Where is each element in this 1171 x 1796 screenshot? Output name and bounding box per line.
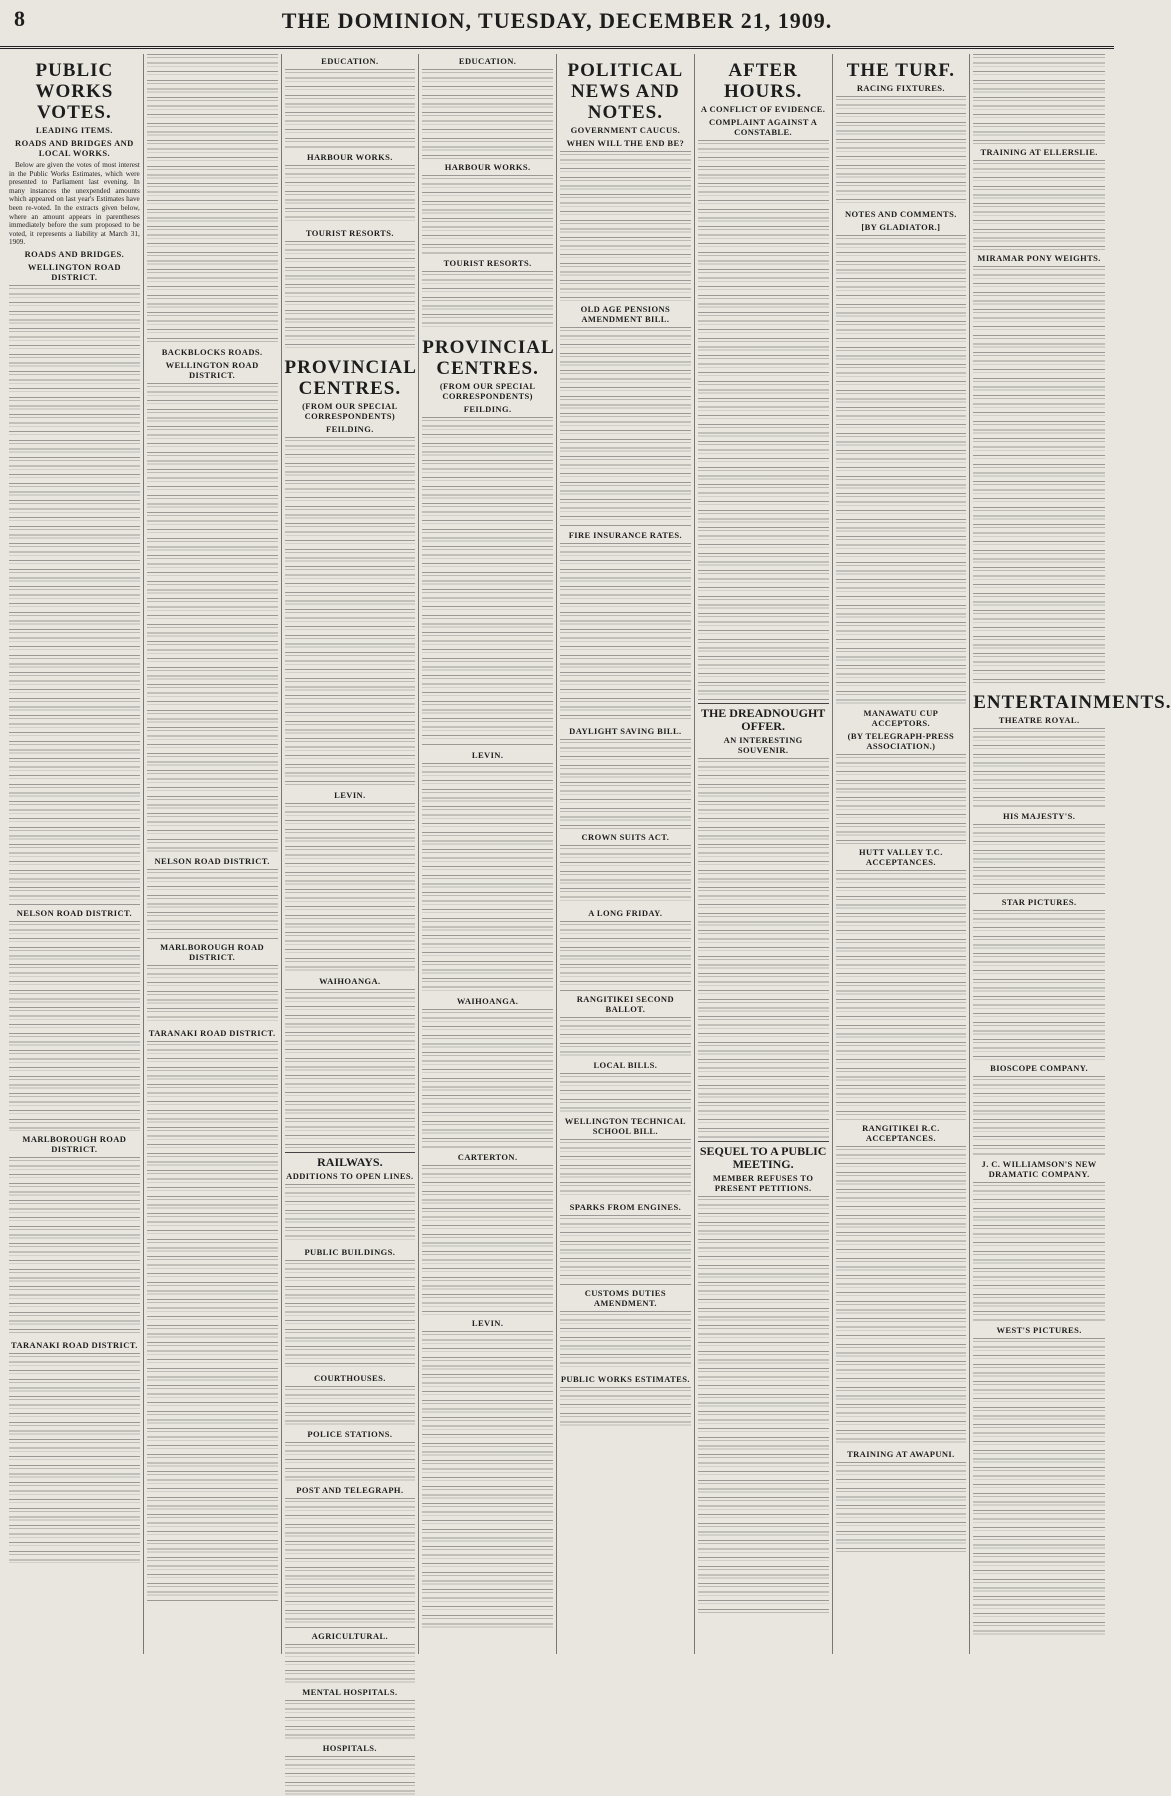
- body-text-block: [836, 754, 967, 844]
- subheading: LEVIN.: [334, 790, 366, 800]
- column-8: [970, 54, 1171, 1654]
- subheading: LOCAL BILLS.: [593, 1060, 658, 1070]
- subheading: MARLBOROUGH ROAD DISTRICT.: [22, 1133, 127, 1154]
- column-5: [557, 54, 695, 1654]
- illegible-text-lines: [560, 921, 691, 991]
- body-text-block: [147, 383, 278, 853]
- illegible-text-lines: [147, 383, 278, 853]
- body-text-block: [285, 1756, 416, 1796]
- subheading: HIS MAJESTY'S.: [1003, 811, 1076, 821]
- illegible-text-lines: [973, 54, 1105, 144]
- column-7: [833, 54, 971, 1654]
- body-text-block: [973, 1182, 1105, 1322]
- subheading: PUBLIC BUILDINGS.: [304, 1247, 396, 1257]
- illegible-text-lines: [422, 763, 553, 993]
- subheading: WELLINGTON TECHNICAL SCHOOL BILL.: [564, 1116, 687, 1136]
- body-text-block: [973, 728, 1105, 808]
- body-text-block: [285, 1442, 416, 1482]
- subheading: RACING FIXTURES.: [856, 83, 945, 93]
- subheading: ROADS AND BRIDGES AND LOCAL WORKS.: [15, 138, 134, 158]
- body-text-block: [9, 285, 140, 905]
- body-text-block: [422, 1331, 553, 1631]
- body-text-block: [285, 989, 416, 1149]
- headline: POLITICAL NEWS AND NOTES.: [567, 60, 684, 123]
- illegible-text-lines: [973, 266, 1105, 686]
- subheading: A CONFLICT OF EVIDENCE.: [700, 104, 826, 114]
- illegible-text-lines: [973, 728, 1105, 808]
- illegible-text-lines: [836, 754, 967, 844]
- headline: PROVINCIAL CENTRES.: [284, 357, 417, 399]
- subheading: FIRE INSURANCE RATES.: [568, 530, 683, 540]
- subheading: DAYLIGHT SAVING BILL.: [569, 726, 682, 736]
- illegible-text-lines: [698, 758, 829, 1138]
- body-text-block: [698, 140, 829, 700]
- subheading: COURTHOUSES.: [313, 1373, 386, 1383]
- body-text-block: [836, 235, 967, 705]
- body-text-block: [973, 160, 1105, 250]
- headline: THE TURF.: [846, 60, 955, 81]
- illegible-text-lines: [836, 96, 967, 206]
- illegible-text-lines: [147, 869, 278, 939]
- subheading: EDUCATION.: [458, 56, 517, 66]
- subheading: WEST'S PICTURES.: [996, 1325, 1082, 1335]
- subheading: HARBOUR WORKS.: [307, 152, 393, 162]
- illegible-text-lines: [9, 1157, 140, 1337]
- subheading: HUTT VALLEY T.C. ACCEPTANCES.: [859, 847, 943, 867]
- illegible-text-lines: [422, 175, 553, 255]
- subheading: [BY GLADIATOR.]: [861, 222, 941, 232]
- illegible-text-lines: [285, 69, 416, 149]
- illegible-text-lines: [973, 160, 1105, 250]
- illegible-text-lines: [560, 1139, 691, 1199]
- column-2: [144, 54, 282, 1654]
- illegible-text-lines: [422, 69, 553, 159]
- illegible-text-lines: [698, 140, 829, 700]
- illegible-text-lines: [973, 824, 1105, 894]
- headline: AFTER HOURS.: [723, 60, 803, 102]
- illegible-text-lines: [698, 1196, 829, 1616]
- body-text-block: [560, 151, 691, 301]
- subheading: MEMBER REFUSES TO PRESENT PETITIONS.: [712, 1173, 814, 1193]
- subheading: HARBOUR WORKS.: [444, 162, 531, 172]
- body-text-block: [9, 921, 140, 1131]
- subheading: WELLINGTON ROAD DISTRICT.: [27, 261, 121, 282]
- illegible-text-lines: [9, 1353, 140, 1563]
- body-text-block: [973, 910, 1105, 1060]
- subheading: WHEN WILL THE END BE?: [566, 138, 685, 148]
- column-6: [695, 54, 833, 1654]
- subheading: BIOSCOPE COMPANY.: [990, 1063, 1089, 1073]
- subheading: LEVIN.: [471, 1318, 504, 1328]
- body-text-block: [285, 1184, 416, 1244]
- illegible-text-lines: [422, 1009, 553, 1149]
- body-text-block: [285, 69, 416, 149]
- newspaper-columns: [6, 54, 1171, 1753]
- illegible-text-lines: [147, 54, 278, 344]
- body-text-block: [285, 803, 416, 973]
- body-text-block: [973, 54, 1105, 144]
- subheading: FEILDING.: [325, 424, 374, 434]
- subheading: TARANAKI ROAD DISTRICT.: [11, 1339, 138, 1350]
- illegible-text-lines: [285, 241, 416, 351]
- subheading: AN INTERESTING SOUVENIR.: [723, 735, 803, 755]
- illegible-text-lines: [560, 845, 691, 905]
- body-text-block: [9, 1353, 140, 1563]
- subheading: LEVIN.: [471, 750, 504, 760]
- illegible-text-lines: [285, 803, 416, 973]
- illegible-text-lines: [560, 1215, 691, 1285]
- illegible-text-lines: [560, 1017, 691, 1057]
- body-text-block: [560, 1215, 691, 1285]
- illegible-text-lines: [560, 543, 691, 723]
- subheading: (FROM OUR SPECIAL CORRESPONDENTS): [302, 401, 398, 421]
- column-4: [419, 54, 557, 1654]
- body-text-block: [285, 1498, 416, 1628]
- subheading: BACKBLOCKS ROADS.: [161, 347, 263, 357]
- illegible-text-lines: [285, 437, 416, 787]
- subheading: HOSPITALS.: [322, 1743, 377, 1753]
- body-text-block: [836, 1146, 967, 1446]
- body-text-block: [422, 1009, 553, 1149]
- body-text-block: [560, 1017, 691, 1057]
- body-text-block: [973, 1076, 1105, 1156]
- body-text-block: [285, 1700, 416, 1740]
- body-text-block: [560, 845, 691, 905]
- body-text-block: [560, 921, 691, 991]
- subheading: MARLBOROUGH ROAD DISTRICT.: [160, 942, 265, 962]
- headline: SEQUEL TO A PUBLIC MEETING.: [698, 1141, 829, 1171]
- column-1: [6, 54, 144, 1654]
- headline: RAILWAYS.: [285, 1152, 416, 1169]
- headline: THE DREADNOUGHT OFFER.: [698, 703, 829, 733]
- subheading: MANAWATU CUP ACCEPTORS.: [863, 708, 939, 728]
- subheading: AGRICULTURAL.: [311, 1631, 389, 1641]
- body-text-block: [147, 965, 278, 1025]
- subheading: RANGITIKEI R.C. ACCEPTANCES.: [862, 1123, 940, 1143]
- subheading: SPARKS FROM ENGINES.: [569, 1202, 682, 1212]
- body-text-block: [973, 824, 1105, 894]
- headline: PUBLIC WORKS VOTES.: [35, 60, 114, 123]
- body-text-block: [422, 69, 553, 159]
- illegible-text-lines: [973, 910, 1105, 1060]
- body-text-block: [285, 1644, 416, 1684]
- body-text-block: [285, 1260, 416, 1370]
- illegible-text-lines: [147, 1041, 278, 1601]
- body-text-block: [422, 763, 553, 993]
- illegible-text-lines: [422, 417, 553, 747]
- subheading: COMPLAINT AGAINST A CONSTABLE.: [708, 117, 818, 137]
- subheading: NELSON ROAD DISTRICT.: [154, 856, 270, 866]
- body-text-block: [836, 96, 967, 206]
- body-text-block: [285, 165, 416, 225]
- illegible-text-lines: [285, 1756, 416, 1796]
- body-text-block: [285, 241, 416, 351]
- subheading: ROADS AND BRIDGES.: [24, 248, 125, 259]
- subheading: POST AND TELEGRAPH.: [296, 1485, 404, 1495]
- subheading: TRAINING AT AWAPUNI.: [847, 1449, 955, 1459]
- page-number: 8: [14, 6, 25, 31]
- body-text-block: [147, 869, 278, 939]
- body-text-block: [422, 271, 553, 331]
- newspaper-title: THE DOMINION, TUESDAY, DECEMBER 21, 1909.: [281, 8, 833, 33]
- body-text-block: [147, 54, 278, 344]
- subheading: TOURIST RESORTS.: [443, 258, 532, 268]
- subheading: A LONG FRIDAY.: [588, 908, 663, 918]
- illegible-text-lines: [285, 1184, 416, 1244]
- body-text-block: [560, 1311, 691, 1371]
- illegible-text-lines: [285, 1700, 416, 1740]
- body-text-block: [560, 1387, 691, 1427]
- illegible-text-lines: [560, 1387, 691, 1427]
- body-text-block: [147, 1041, 278, 1601]
- subheading: CUSTOMS DUTIES AMENDMENT.: [584, 1288, 666, 1308]
- illegible-text-lines: [422, 271, 553, 331]
- masthead: [0, 0, 1114, 49]
- body-text-block: [560, 739, 691, 829]
- illegible-text-lines: [560, 1073, 691, 1113]
- illegible-text-lines: [560, 327, 691, 527]
- subheading: TARANAKI ROAD DISTRICT.: [148, 1028, 276, 1038]
- subheading: OLD AGE PENSIONS AMENDMENT BILL.: [580, 304, 671, 324]
- illegible-text-lines: [285, 989, 416, 1149]
- subheading: RANGITIKEI SECOND BALLOT.: [576, 994, 674, 1014]
- subheading: POLICE STATIONS.: [307, 1429, 393, 1439]
- illegible-text-lines: [422, 1165, 553, 1315]
- subheading: PUBLIC WORKS ESTIMATES.: [560, 1374, 690, 1384]
- illegible-text-lines: [560, 151, 691, 301]
- illegible-text-lines: [836, 1146, 967, 1446]
- illegible-text-lines: [285, 1260, 416, 1370]
- illegible-text-lines: [836, 235, 967, 705]
- column-3: [282, 54, 420, 1753]
- illegible-text-lines: [973, 1182, 1105, 1322]
- body-text-block: [422, 1165, 553, 1315]
- body-text-block: [285, 1386, 416, 1426]
- subheading: GOVERNMENT CAUCUS.: [570, 125, 681, 135]
- illegible-text-lines: [9, 921, 140, 1131]
- illegible-text-lines: [560, 739, 691, 829]
- illegible-text-lines: [285, 1386, 416, 1426]
- body-text-block: [560, 327, 691, 527]
- illegible-text-lines: [836, 1462, 967, 1552]
- illegible-text-lines: [560, 1311, 691, 1371]
- illegible-text-lines: [285, 165, 416, 225]
- subheading: ADDITIONS TO OPEN LINES.: [286, 1171, 414, 1181]
- subheading: CARTERTON.: [457, 1152, 518, 1162]
- illegible-text-lines: [285, 1644, 416, 1684]
- body-text-block: [698, 1196, 829, 1616]
- body-text-block: [285, 437, 416, 787]
- illegible-text-lines: [285, 1442, 416, 1482]
- subheading: MIRAMAR PONY WEIGHTS.: [977, 253, 1101, 263]
- subheading: THEATRE ROYAL.: [998, 715, 1080, 725]
- illegible-text-lines: [973, 1338, 1105, 1638]
- illegible-text-lines: [285, 1498, 416, 1628]
- subheading: WAIHOANGA.: [319, 976, 381, 986]
- subheading: STAR PICTURES.: [1001, 897, 1077, 907]
- subheading: J. C. WILLIAMSON'S NEW DRAMATIC COMPANY.: [981, 1159, 1097, 1179]
- subheading: (FROM OUR SPECIAL CORRESPONDENTS): [439, 381, 536, 401]
- subheading: NOTES AND COMMENTS.: [845, 209, 957, 219]
- article-paragraph: Below are given the votes of most interest in the Public Works Estimates, which were presented to Parliament last evening. In many instances the unexpended amounts which appeared on last year's Estimates have been re-voted. In the extracts given below, where an amount appears in parentheses immediately before the sum proposed to be voted, it represents a liability at March 31, 1909.: [9, 161, 140, 247]
- body-text-block: [973, 266, 1105, 686]
- illegible-text-lines: [422, 1331, 553, 1631]
- subheading: TOURIST RESORTS.: [305, 228, 394, 238]
- illegible-text-lines: [973, 1076, 1105, 1156]
- subheading: WAIHOANGA.: [456, 996, 519, 1006]
- illegible-text-lines: [9, 285, 140, 905]
- body-text-block: [560, 543, 691, 723]
- illegible-text-lines: [836, 870, 967, 1120]
- headline: ENTERTAINMENTS.: [973, 692, 1171, 713]
- subheading: TRAINING AT ELLERSLIE.: [980, 147, 1098, 157]
- body-text-block: [422, 417, 553, 747]
- subheading: MENTAL HOSPITALS.: [302, 1687, 398, 1697]
- subheading: NELSON ROAD DISTRICT.: [16, 907, 132, 918]
- subheading: (BY TELEGRAPH-PRESS ASSOCIATION.): [847, 731, 955, 751]
- body-text-block: [836, 870, 967, 1120]
- subheading: FEILDING.: [463, 404, 512, 414]
- body-text-block: [9, 1157, 140, 1337]
- subheading: WELLINGTON ROAD DISTRICT.: [165, 360, 259, 380]
- body-text-block: [560, 1139, 691, 1199]
- body-text-block: [560, 1073, 691, 1113]
- body-text-block: [836, 1462, 967, 1552]
- body-text-block: [973, 1338, 1105, 1638]
- illegible-text-lines: [147, 965, 278, 1025]
- body-text-block: [698, 758, 829, 1138]
- subheading: LEADING ITEMS.: [35, 125, 113, 135]
- subheading: CROWN SUITS ACT.: [581, 832, 670, 842]
- headline: PROVINCIAL CENTRES.: [422, 337, 555, 379]
- body-text-block: [422, 175, 553, 255]
- subheading: EDUCATION.: [321, 56, 379, 66]
